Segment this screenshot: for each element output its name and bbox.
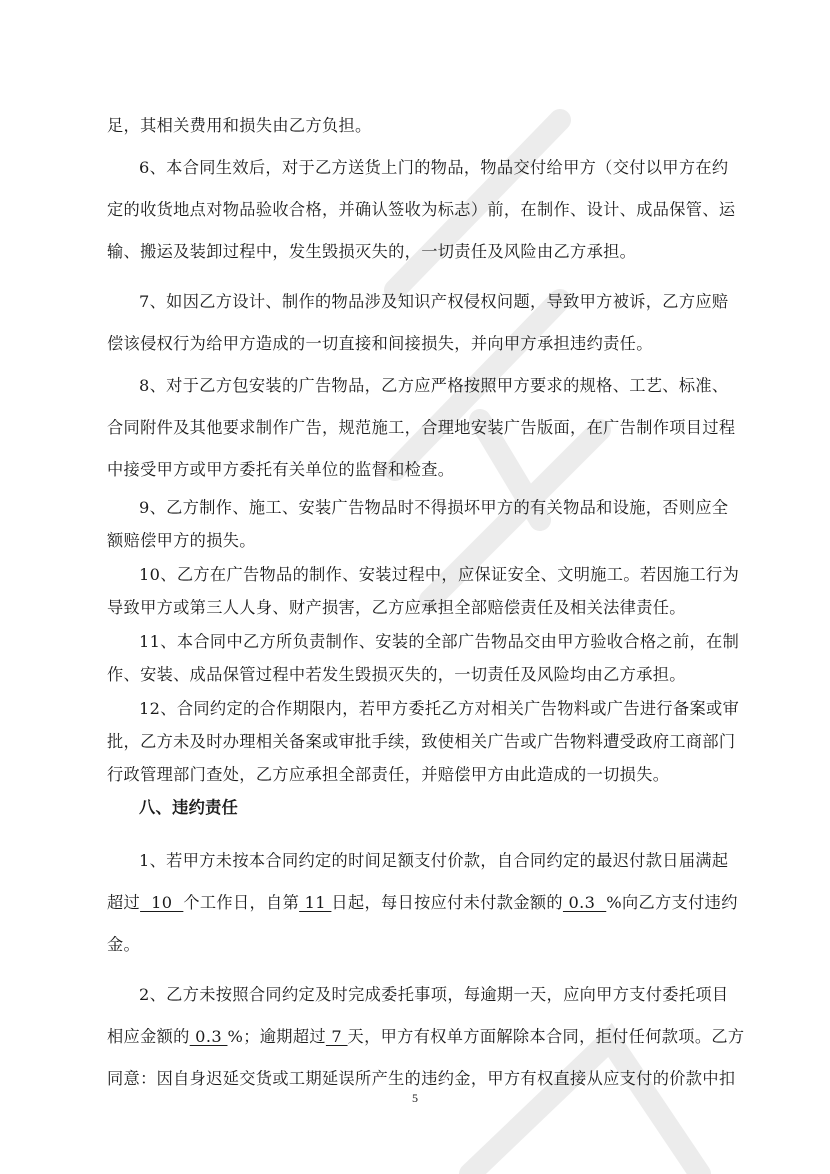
- clause-10-line: 10、乙方在广告物品的制作、安装过程中，应保证安全、文明施工。若因施工行为: [139, 565, 740, 584]
- clause-7-line: 7、如因乙方设计、制作的物品涉及知识产权侵权问题，导致甲方被诉，乙方应赔: [139, 292, 729, 311]
- text-line: 同意：因自身迟延交货或工期延误所产生的违约金，甲方有权直接从应支付的价款中扣: [107, 1069, 736, 1088]
- text-segment: %；逾期超过: [227, 1027, 326, 1046]
- text-line: 中接受甲方或甲方委托有关单位的监督和检查。: [107, 460, 455, 479]
- text-segment: 超过: [107, 893, 141, 912]
- text-line: 导致甲方或第三人人身、财产损害，乙方应承担全部赔偿责任及相关法律责任。: [107, 598, 686, 617]
- grace-days-value: 10: [140, 893, 184, 912]
- text-segment: 日起，每日按应付未付款金额的: [331, 893, 563, 912]
- start-day-value: 11: [299, 893, 332, 912]
- clause-12-line: 12、合同约定的合作期限内，若甲方委托乙方对相关广告物料或广告进行备案或审: [139, 699, 740, 718]
- penalty-clause-1-line: 1、若甲方未按本合同约定的时间足额支付价款，自合同约定的最迟付款日届满起: [139, 851, 729, 870]
- text-line: 偿该侵权行为给甲方造成的一切直接和间接损失，并向甲方承担违约责任。: [107, 334, 653, 353]
- text-line: 行政管理部门查处，乙方应承担全部责任，并赔偿甲方由此造成的一切损失。: [107, 765, 670, 784]
- penalty-clause-1-line: [107, 893, 759, 913]
- section-heading: 八、违约责任: [139, 798, 239, 817]
- clause-11-line: 11、本合同中乙方所负责制作、安装的全部广告物品交由甲方验收合格之前，在制: [139, 632, 740, 651]
- clause-9-line: 9、乙方制作、施工、安装广告物品时不得损坏甲方的有关物品和设施，否则应全: [139, 498, 729, 517]
- text-line: 金。: [107, 935, 141, 954]
- text-line: 合同附件及其他要求制作广告，规范施工，合理地安装广告版面，在广告制作项目过程: [107, 418, 736, 437]
- daily-rate-value: 0.3: [562, 893, 607, 912]
- text-segment: 相应金额的: [107, 1027, 190, 1046]
- text-line: 作、安装、成品保管过程中若发生毁损灭失的，一切责任及风险均由乙方承担。: [107, 665, 686, 684]
- text-segment: %向乙方支付违约: [606, 893, 738, 912]
- penalty-clause-2-line: [107, 1027, 759, 1047]
- text-line: 定的收货地点对物品验收合格，并确认签收为标志）前，在制作、设计、成品保管、运: [107, 200, 736, 219]
- text-line: 额赔偿甲方的损失。: [107, 531, 256, 550]
- clause-6-line: 6、本合同生效后，对于乙方送货上门的物品，物品交付给甲方（交付以甲方在约: [139, 158, 729, 177]
- text-line: 足，其相关费用和损失由乙方负担。: [107, 116, 372, 135]
- text-line: 批，乙方未及时办理相关备案或审批手续，致使相关广告或广告物料遭受政府工商部门: [107, 732, 736, 751]
- clause-8-line: 8、对于乙方包安装的广告物品，乙方应严格按照甲方要求的规格、工艺、标准、: [139, 376, 729, 395]
- penalty-clause-2-line: 2、乙方未按照合同约定及时完成委托事项，每逾期一天，应向甲方支付委托项目: [139, 985, 729, 1004]
- text-segment: 天，甲方有权单方面解除本合同，拒付任何款项。乙方: [347, 1027, 745, 1046]
- page-number: 5: [412, 1091, 418, 1105]
- overdue-days-value: 7: [325, 1027, 348, 1046]
- text-segment: 个工作日，自第: [183, 893, 300, 912]
- text-line: 输、搬运及装卸过程中，发生毁损灭失的，一切责任及风险由乙方承担。: [107, 242, 637, 261]
- daily-rate-value: 0.3: [189, 1027, 228, 1046]
